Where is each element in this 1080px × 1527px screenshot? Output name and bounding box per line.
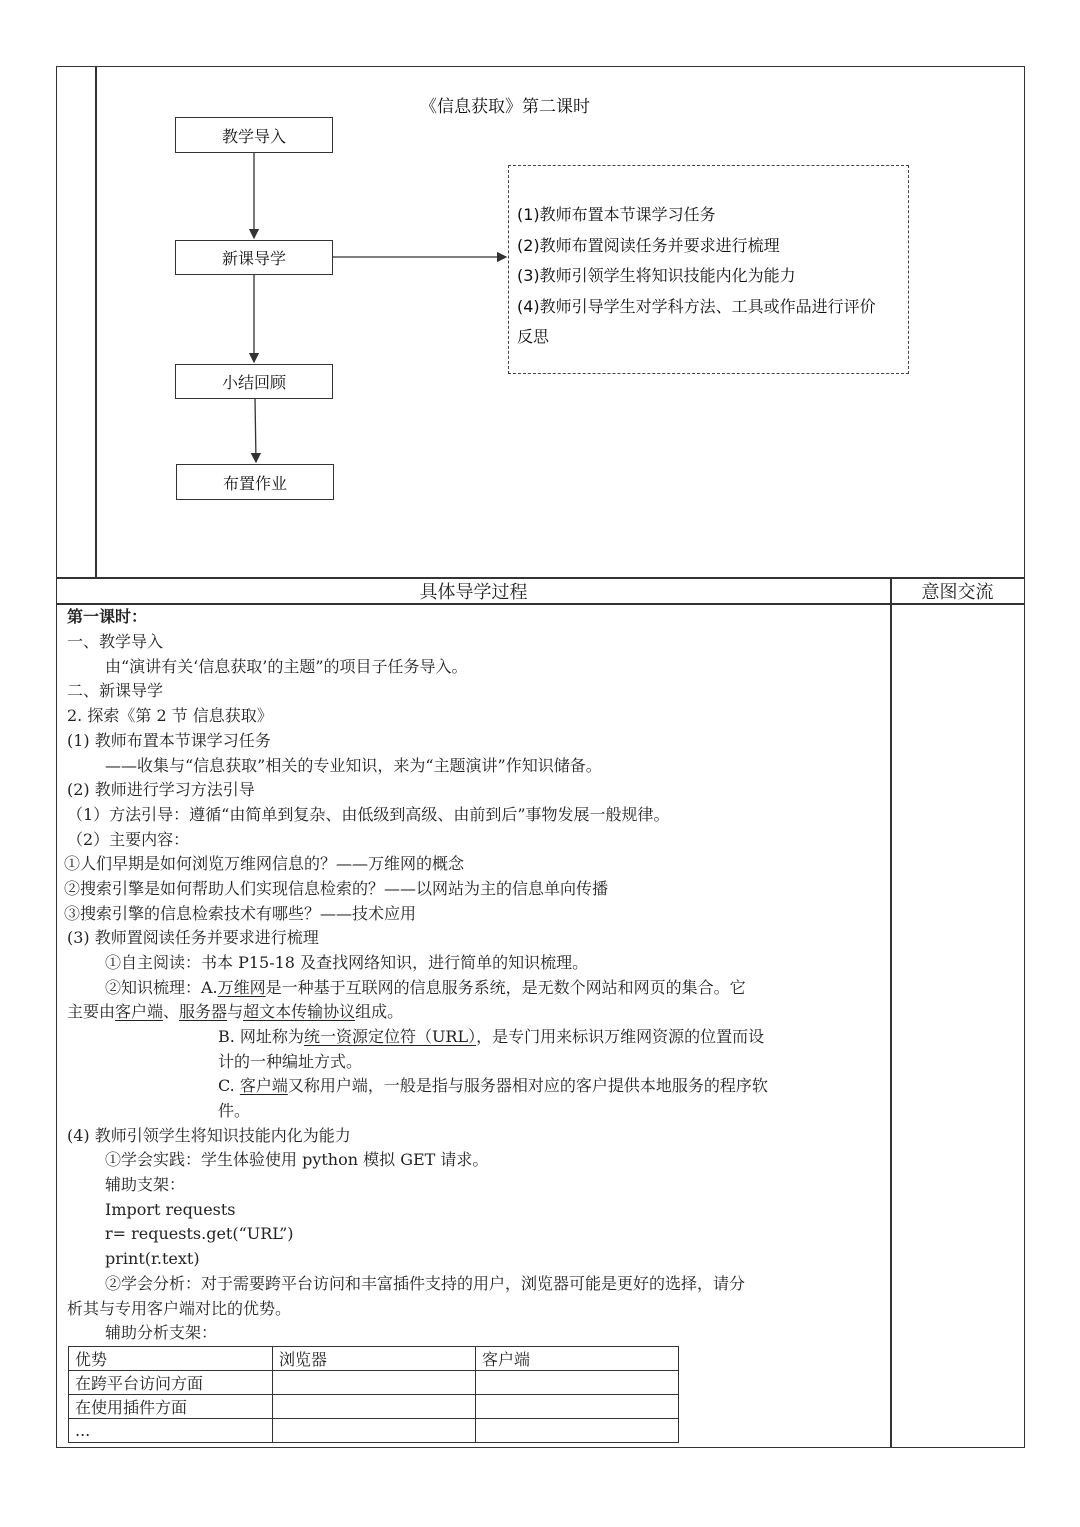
knowledge-b: B. 网址称为统一资源定位符（URL），是专门用来标识万维网资源的位置而设 [218,1027,765,1046]
table-row [69,1371,679,1395]
text-line: ③搜索引擎的信息检索技术有哪些？——技术应用 [64,904,417,923]
text-line: 析其与专用客户端对比的优势。 [67,1299,292,1318]
flow-step-homework: 布置作业 [176,464,334,500]
comparison-table [68,1346,679,1443]
intent-column-divider [890,577,892,1448]
table-row [69,1419,679,1443]
flow-step-summary: 小结回顾 [175,364,333,399]
text-line: (1) 教师布置本节课学习任务 [67,731,271,750]
text-line: 辅助分析支架： [105,1323,218,1342]
text-line: (2) 教师进行学习方法引导 [67,780,255,799]
text-line: ①学会实践：学生体验使用 python 模拟 GET 请求。 [105,1150,489,1169]
text-line: 2. 探索《第 2 节 信息获取》 [67,706,273,725]
code-line: r= requests.get(“URL”) [105,1224,294,1243]
table-header-cell: 浏览器 [273,1347,476,1371]
text-line: ②搜索引擎是如何帮助人们实现信息检索的？——以网站为主的信息单向传播 [64,879,609,898]
table-cell [273,1419,476,1443]
flowchart-title: 《信息获取》第二课时 [420,97,590,117]
table-header-cell: 客户端 [476,1347,679,1371]
code-line: Import requests [105,1200,236,1219]
detail-item: (2)教师布置阅读任务并要求进行梳理 [517,235,780,255]
knowledge-c: C. 客户端又称用户端，一般是指与服务器相对应的客户提供本地服务的程序软 [218,1076,768,1095]
text-line: (4) 教师引领学生将知识技能内化为能力 [67,1126,351,1145]
text-line: ①自主阅读：书本 P15-18 及查找网络知识，进行简单的知识梳理。 [105,953,589,972]
table-cell: 在跨平台访问方面 [69,1371,273,1395]
table-cell [476,1395,679,1419]
table-cell [273,1371,476,1395]
text-line: (3) 教师置阅读任务并要求进行梳理 [67,928,319,947]
table-header-row [69,1347,679,1371]
knowledge-b-cont: 计的一种编址方式。 [218,1052,363,1071]
table-row [69,1395,679,1419]
arrow-summary-to-homework [255,398,256,462]
detail-item: (1)教师布置本节课学习任务 [517,205,716,224]
table-header-cell: 优势 [69,1347,273,1371]
table-cell: 在使用插件方面 [69,1395,273,1419]
knowledge-a-cont: 主要由客户端、服务器与超文本传输协议组成。 [67,1002,404,1021]
detail-item: (4)教师引导学生对学科方法、工具或作品进行评价 [517,296,876,316]
detail-item: 反思 [517,327,550,346]
text-line: ②学会分析：对于需要跨平台访问和丰富插件支持的用户，浏览器可能是更好的选择，请分 [105,1274,746,1293]
table-cell [476,1419,679,1443]
new-lesson-details [508,165,909,374]
section-heading: 二、新课导学 [67,681,164,700]
flow-step-intro: 教学导入 [175,117,333,153]
intent-column-header: 意图交流 [921,582,994,603]
code-line: print(r.text) [105,1249,200,1268]
flow-step-new-lesson: 新课导学 [175,240,333,275]
lesson-heading: 第一课时： [67,607,148,626]
text-line: 由“演讲有关‘信息获取’的主题”的项目子任务导入。 [105,657,468,676]
table-cell: ... [69,1419,273,1443]
table-cell [273,1395,476,1419]
knowledge-c-cont: 件。 [218,1101,251,1120]
text-line: （1）方法引导：遵循“由简单到复杂、由低级到高级、由前到后”事物发展一般规律。 [67,805,670,824]
text-line: 辅助支架： [105,1175,186,1194]
process-column-header: 具体导学过程 [419,582,528,603]
text-line: ①人们早期是如何浏览万维网信息的？——万维网的概念 [64,854,465,873]
detail-item: (3)教师引领学生将知识技能内化为能力 [517,266,796,285]
text-line: ——收集与“信息获取”相关的专业知识，来为“主题演讲”作知识储备。 [105,756,602,775]
knowledge-a: ②知识梳理：A.万维网是一种基于互联网的信息服务系统，是无数个网站和网页的集合。它 [105,978,746,997]
text-line: （2）主要内容： [67,830,190,849]
section-heading: 一、教学导入 [67,632,164,651]
table-cell [476,1371,679,1395]
